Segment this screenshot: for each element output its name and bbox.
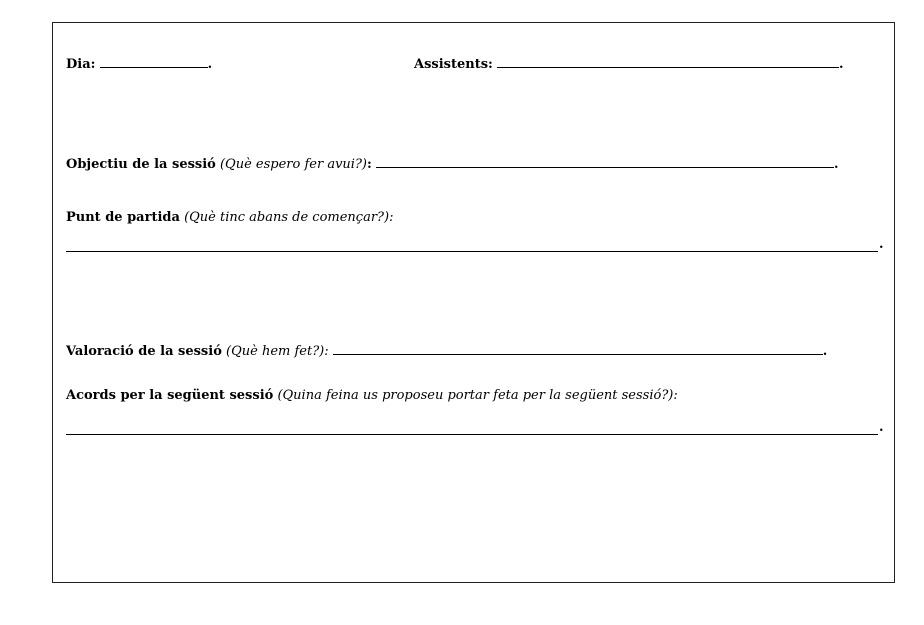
valoracio-label: Valoració de la sessió: [66, 344, 222, 359]
dia-period: .: [207, 57, 213, 72]
punt-label: Punt de partida: [66, 210, 180, 225]
punt-field[interactable]: [66, 251, 878, 252]
dia-field[interactable]: [100, 54, 208, 68]
valoracio-hint: (Què hem fet?):: [226, 344, 329, 359]
session-form: [52, 22, 895, 583]
dia-label: Dia:: [66, 57, 96, 72]
punt-row: [66, 210, 393, 226]
valoracio-field[interactable]: [333, 341, 823, 355]
assistents-label: Assistents:: [414, 57, 493, 72]
objectiu-period: .: [833, 157, 839, 172]
valoracio-period: .: [822, 344, 828, 359]
acords-period: .: [879, 420, 884, 435]
acords-row: [66, 388, 678, 404]
punt-period: .: [879, 237, 884, 252]
objectiu-label: Objectiu de la sessió: [66, 157, 216, 172]
objectiu-colon: :: [366, 157, 372, 172]
objectiu-row: [66, 154, 838, 173]
assistents-period: .: [838, 57, 844, 72]
objectiu-hint: (Què espero fer avui?): [219, 157, 367, 172]
punt-hint: (Què tinc abans de començar?):: [184, 210, 394, 225]
valoracio-row: [66, 341, 827, 360]
assistents-row: [414, 54, 844, 73]
acords-field[interactable]: [66, 434, 878, 435]
acords-label: Acords per la següent sessió: [66, 388, 274, 403]
acords-hint: (Quina feina us proposeu portar feta per la següent sessió?):: [277, 388, 678, 403]
dia-row: [66, 54, 212, 73]
assistents-field[interactable]: [497, 54, 839, 68]
objectiu-field[interactable]: [376, 154, 834, 168]
